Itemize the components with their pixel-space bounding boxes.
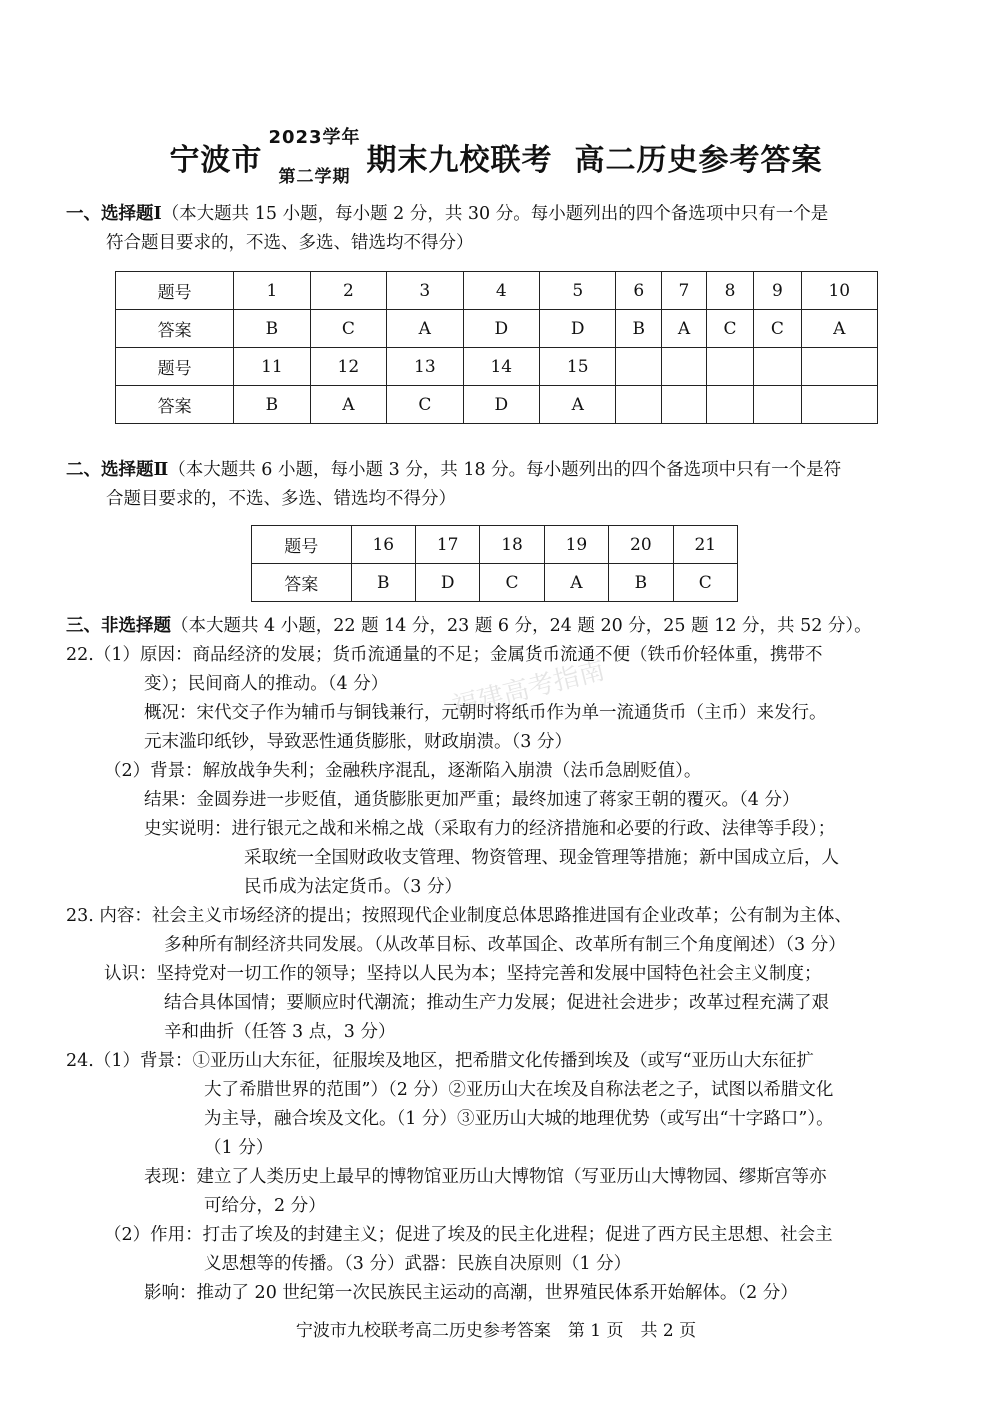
table-row — [116, 386, 878, 424]
table-row — [252, 526, 738, 564]
answer-line: 辛和曲折（任答 3 点，3 分） — [164, 1022, 396, 1042]
question-number — [662, 348, 707, 386]
section1-desc1: （本大题共 15 小题，每小题 2 分，共 30 分。每小题列出的四个备选项中只有一个是 — [161, 204, 829, 224]
answer-cell: C — [480, 564, 544, 602]
answer-cell: A — [540, 386, 616, 424]
answer-line: 概况：宋代交子作为辅币与铜钱兼行，元朝时将纸币作为单一流通货币（主币）来发行。 — [144, 703, 827, 723]
answer-cell: C — [673, 564, 737, 602]
section1-heading: 一、选择题Ⅰ — [66, 204, 162, 224]
answer-line: 结合具体国情；要顺应时代潮流；推动生产力发展；促进社会进步；改革过程充满了艰 — [164, 993, 829, 1013]
answer-line: 民币成为法定货币。（3 分） — [244, 877, 462, 897]
section2-heading: 二、选择题Ⅱ — [66, 460, 169, 480]
answer-cell — [616, 386, 662, 424]
row-label: 答案 — [252, 564, 352, 602]
answer-cell — [662, 386, 707, 424]
section3-line — [66, 612, 872, 641]
section2-desc2: 合题目要求的，不选、多选、错选均不得分） — [106, 489, 456, 509]
answer-line: 22.（1）原因：商品经济的发展；货币流通量的不足；金属货币流通不便（铁币价轻体重，携带不 — [66, 645, 823, 665]
page-footer: 宁波市九校联考高二历史参考答案 第 1 页 共 2 页 — [295, 1321, 697, 1341]
answer-line: 采取统一全国财政收支管理、物资管理、现金管理等措施；新中国成立后，人 — [244, 848, 839, 868]
row-label: 题号 — [116, 272, 234, 310]
answer-line: 大了希腊世界的范围”）（2 分）②亚历山大在埃及自称法老之子，试图以希腊文化 — [204, 1080, 834, 1100]
title-year: 2023学年 — [268, 126, 361, 148]
question-number: 17 — [415, 526, 479, 564]
question-number — [801, 348, 877, 386]
answer-cell: B — [234, 310, 310, 348]
row-label: 答案 — [116, 386, 234, 424]
question-number: 12 — [310, 348, 386, 386]
answer-cell: A — [801, 310, 877, 348]
answer-line: 可给分，2 分） — [204, 1196, 326, 1216]
answer-cell: C — [706, 310, 753, 348]
answer-line: 元末滥印纸钞，导致恶性通货膨胀，财政崩溃。（3 分） — [144, 732, 572, 752]
question-number — [616, 348, 662, 386]
table-row — [116, 272, 878, 310]
section2-desc1: （本大题共 6 小题，每小题 3 分，共 18 分。每小题列出的四个备选项中只有一个是符 — [168, 460, 842, 480]
answer-line: 义思想等的传播。（3 分）武器：民族自决原则（1 分） — [204, 1254, 632, 1274]
question-number: 21 — [673, 526, 737, 564]
answer-line: 史实说明：进行银元之战和米棉之战（采取有力的经济措施和必要的行政、法律等手段）； — [144, 819, 836, 839]
answer-line: （2）背景：解放战争失利；金融秩序混乱，逐渐陷入崩溃（法币急剧贬值）。 — [104, 761, 702, 781]
answer-line: 结果：金圆券进一步贬值，通货膨胀更加严重；最终加速了蒋家王朝的覆灭。（4 分） — [144, 790, 800, 810]
answer-line: 认识：坚持党对一切工作的领导；坚持以人民为本；坚持完善和发展中国特色社会主义制度； — [104, 964, 822, 984]
question-number: 7 — [662, 272, 707, 310]
page-title — [0, 122, 992, 192]
answer-line: 为主导，融合埃及文化。（1 分）③亚历山大城的地理优势（或写出“十字路口”）。 — [204, 1109, 834, 1129]
table-row — [252, 564, 738, 602]
answer-cell: C — [754, 310, 801, 348]
question-number: 10 — [801, 272, 877, 310]
section3-heading: 三、非选择题 — [66, 616, 171, 636]
question-number: 16 — [351, 526, 415, 564]
question-number: 18 — [480, 526, 544, 564]
answer-cell: C — [387, 386, 463, 424]
question-number: 5 — [540, 272, 616, 310]
row-label: 题号 — [252, 526, 352, 564]
question-number: 11 — [234, 348, 310, 386]
question-number: 19 — [544, 526, 608, 564]
answer-cell — [801, 386, 877, 424]
answer-line: 变）；民间商人的推动。（4 分） — [144, 674, 389, 694]
question-number — [706, 348, 753, 386]
title-prefix: 宁波市 — [169, 143, 263, 178]
answer-line: （2）作用：打击了埃及的封建主义；促进了埃及的民主化进程；促进了西方民主思想、社会主 — [104, 1225, 833, 1245]
question-number: 9 — [754, 272, 801, 310]
section1-desc2: 符合题目要求的，不选、多选、错选均不得分） — [106, 233, 474, 253]
question-number: 13 — [387, 348, 463, 386]
answer-cell: B — [609, 564, 673, 602]
question-number: 6 — [616, 272, 662, 310]
question-number: 14 — [463, 348, 539, 386]
answer-cell: B — [351, 564, 415, 602]
answer-line: （1 分） — [204, 1138, 274, 1158]
watermark: 福建高考指南 — [449, 655, 608, 723]
question-number: 3 — [387, 272, 463, 310]
answer-cell: D — [540, 310, 616, 348]
answer-cell — [706, 386, 753, 424]
question-number: 4 — [463, 272, 539, 310]
answer-cell: D — [415, 564, 479, 602]
section2-answer-table — [251, 525, 738, 602]
question-number: 1 — [234, 272, 310, 310]
answer-line: 23. 内容：社会主义市场经济的提出；按照现代企业制度总体思路推进国有企业改革；公有制为主体、 — [66, 906, 852, 926]
answer-cell: A — [662, 310, 707, 348]
answer-cell: B — [616, 310, 662, 348]
section3-desc: （本大题共 4 小题，22 题 14 分，23 题 6 分，24 题 20 分，25 题 12 分，共 52 分）。 — [171, 616, 872, 636]
answer-line: 影响：推动了 20 世纪第一次民族民主运动的高潮，世界殖民体系开始解体。（2 分） — [144, 1283, 798, 1303]
answer-cell: A — [387, 310, 463, 348]
answer-cell: D — [463, 386, 539, 424]
answer-cell: A — [544, 564, 608, 602]
answer-cell: B — [234, 386, 310, 424]
title-main: 期末九校联考 — [366, 143, 553, 178]
answer-cell: C — [310, 310, 386, 348]
answer-cell: D — [463, 310, 539, 348]
section1-answer-table — [115, 271, 878, 424]
row-label: 题号 — [116, 348, 234, 386]
section2-line1 — [66, 456, 841, 485]
answer-line: 多种所有制经济共同发展。（从改革目标、改革国企、改革所有制三个角度阐述）（3 分） — [164, 935, 846, 955]
answer-line: 表现：建立了人类历史上最早的博物馆亚历山大博物馆（写亚历山大博物园、缪斯宫等亦 — [144, 1167, 827, 1187]
title-subject: 高二历史参考答案 — [574, 143, 823, 178]
table-row — [116, 310, 878, 348]
question-number: 20 — [609, 526, 673, 564]
question-number — [754, 348, 801, 386]
title-year-term — [268, 126, 361, 187]
question-number: 2 — [310, 272, 386, 310]
answer-cell: A — [310, 386, 386, 424]
table-row — [116, 348, 878, 386]
row-label: 答案 — [116, 310, 234, 348]
section1-line1 — [66, 200, 828, 229]
question-number: 15 — [540, 348, 616, 386]
answer-cell — [754, 386, 801, 424]
question-number: 8 — [706, 272, 753, 310]
answer-line: 24.（1）背景：①亚历山大东征，征服埃及地区，把希腊文化传播到埃及（或写“亚历山大东征扩 — [66, 1051, 814, 1071]
title-term: 第二学期 — [278, 166, 351, 187]
